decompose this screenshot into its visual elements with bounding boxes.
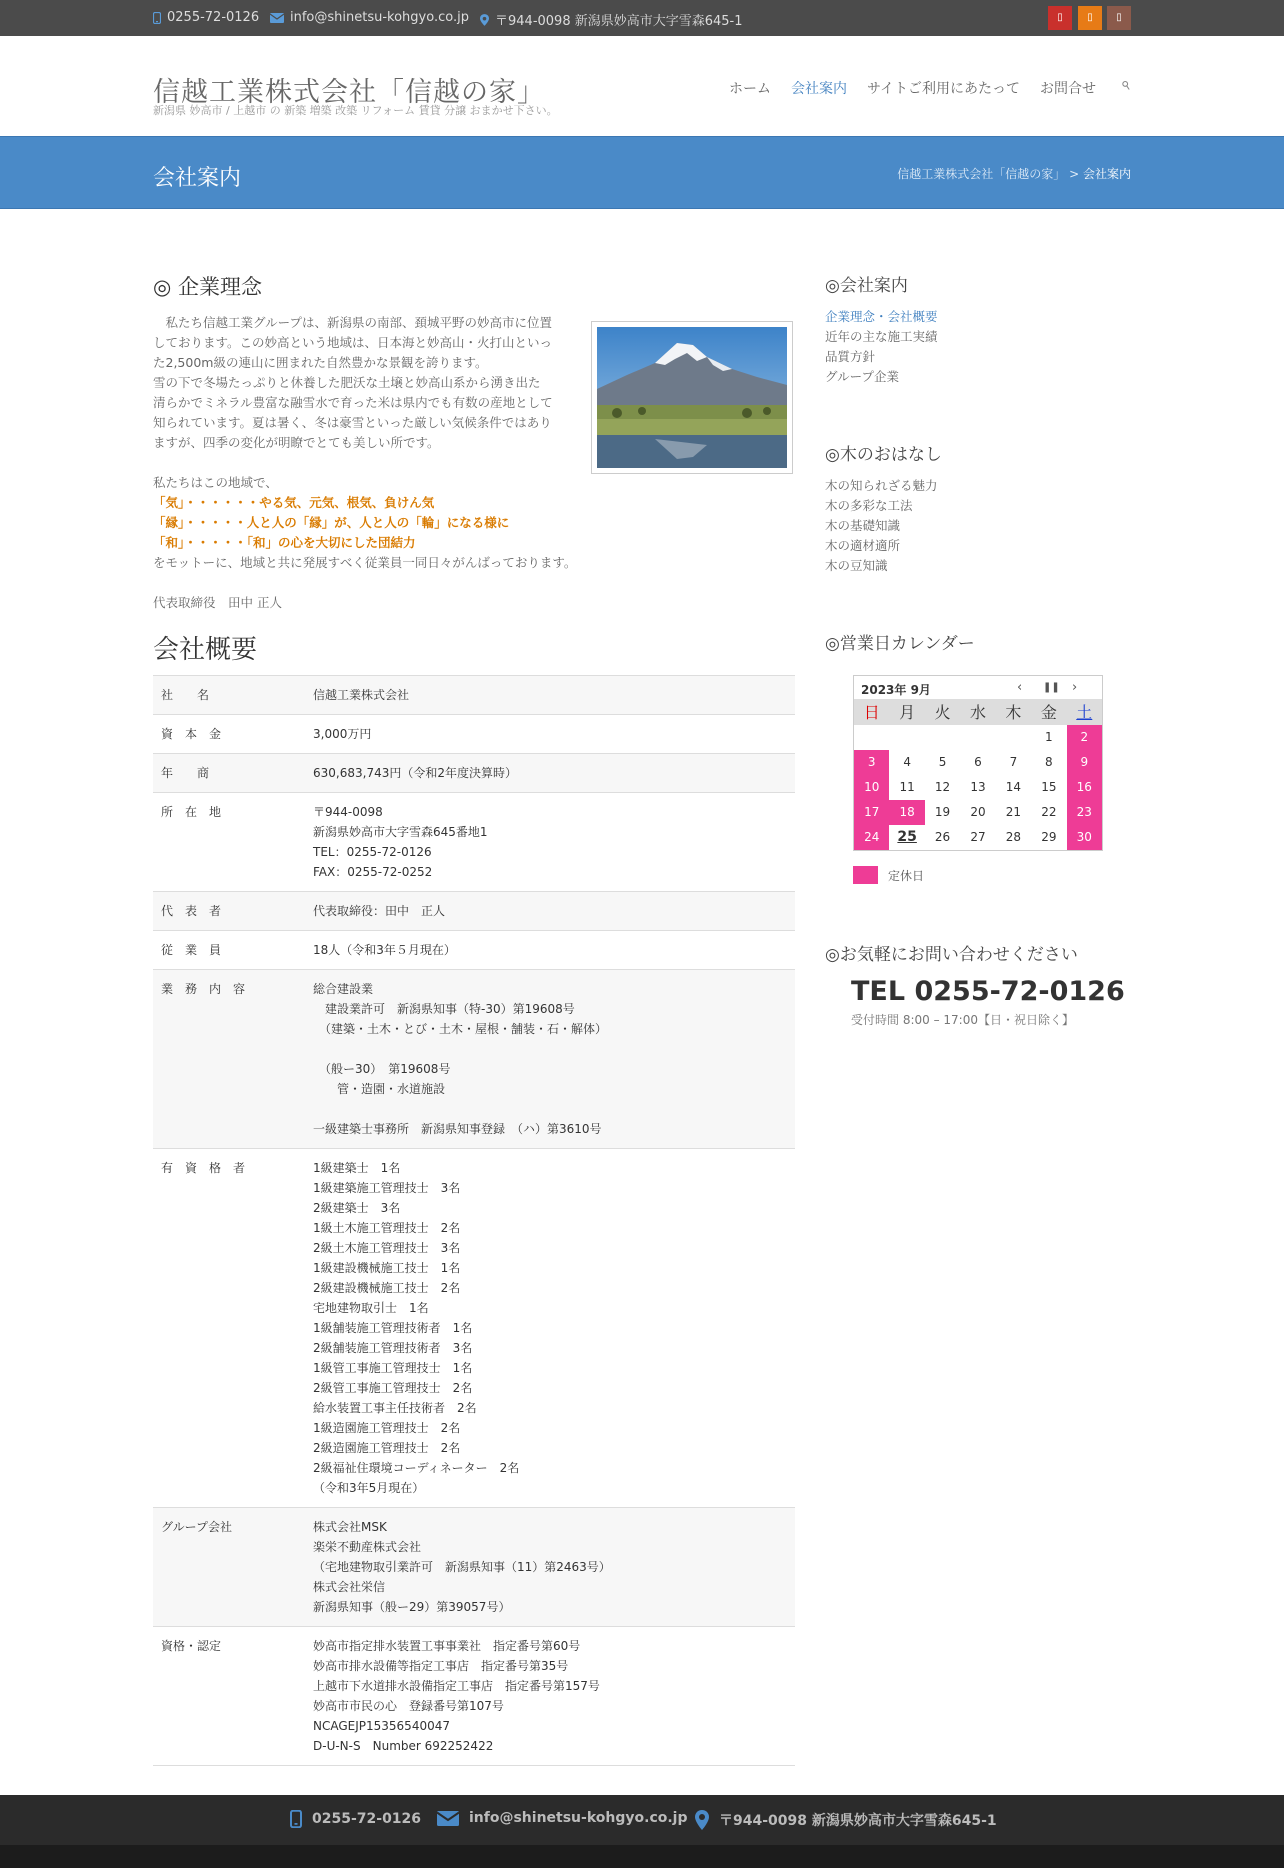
row-key: 所 在 地: [153, 793, 305, 892]
sidebar-company-links: [825, 307, 938, 387]
calendar-day: 19: [934, 805, 951, 819]
row-key: 資格・認定: [153, 1627, 305, 1766]
envelope-icon: [270, 13, 284, 23]
company-overview-table: [153, 675, 795, 1766]
motto-ki: 「気」・・・・・・やる気、元気、根気、負けん気: [153, 495, 435, 510]
table-row: [153, 1149, 795, 1508]
sidebar-item-group[interactable]: グループ企業: [825, 369, 900, 384]
calendar-day: 9: [1067, 750, 1102, 775]
calendar-empty-cell: [889, 725, 924, 750]
row-value: [305, 715, 795, 754]
philosophy-heading: ◎ 企業理念: [153, 275, 262, 299]
table-row: [153, 754, 795, 793]
share-icon[interactable]: ▯: [1107, 6, 1131, 30]
philosophy-line: 知られています。夏は暑く、冬は豪雪といった厳しい気候条件ではあり: [153, 415, 552, 430]
map-marker-icon: [695, 1810, 709, 1830]
table-row: [153, 1508, 795, 1627]
nav-home[interactable]: ホーム: [729, 81, 771, 97]
footer-email[interactable]: [437, 1810, 688, 1826]
sidebar-item-philosophy[interactable]: 企業理念・会社概要: [825, 309, 938, 324]
row-value-text: 630,683,743円（令和2年度決算時）: [313, 766, 517, 780]
row-value-text: 信越工業株式会社: [313, 688, 410, 702]
overview-heading: 会社概要: [153, 635, 258, 665]
sidebar-wood-links: [825, 476, 938, 576]
envelope-icon: [437, 1811, 459, 1826]
table-row: [153, 1627, 795, 1766]
calendar-day: 17: [854, 800, 889, 825]
calendar-day: 16: [1067, 775, 1102, 800]
row-value-text: 妙高市指定排水装置工事事業社 指定番号第60号 妙高市排水設備等指定工事店 指定番号第35号 上越市下水道排水設備指定工事店 指定番号第157号 妙高市市民の心 登録番号第107号 NCAGEJP15356540047 D-U-N-S Number 692252422: [313, 1639, 600, 1753]
row-key: 代 表 者: [153, 892, 305, 931]
chevron-right-icon[interactable]: ›: [1072, 680, 1078, 695]
calendar-empty-cell: [960, 725, 995, 750]
row-value-text: 総合建設業 建設業許可 新潟県知事（特-30）第19608号 （建築・土木・とび・土木・屋根・舗装・石・解体） （般ー30） 第19608号 管・造園・水道施設 一級建築士事務所 新潟県知事登録 （ハ）第3610号: [313, 982, 608, 1136]
weekday-label: 日: [854, 700, 889, 725]
table-row: [153, 931, 795, 970]
calendar-empty-cell: [854, 725, 889, 750]
nav-site-usage[interactable]: サイトご利用にあたって: [867, 81, 1021, 97]
calendar-day: 23: [1067, 800, 1102, 825]
calendar-day: 29: [1041, 830, 1057, 844]
sidebar-wood-heading: ◎木のおはなし: [825, 445, 942, 465]
philosophy-line: しております。この妙高という地域は、日本海と妙高山・火打山といっ: [153, 335, 553, 350]
weekday-label: 火: [925, 700, 960, 725]
philosophy-line: ますが、四季の変化が明瞭でとても美しい所です。: [153, 435, 440, 450]
business-calendar: [853, 675, 1103, 851]
chevron-left-icon[interactable]: ‹: [1017, 680, 1023, 695]
row-value-text: 代表取締役：田中 正人: [313, 904, 446, 918]
breadcrumb-current: 会社案内: [1082, 167, 1131, 181]
calendar-empty-cell: [996, 725, 1031, 750]
site-footer: [0, 1795, 1284, 1868]
calendar-day: 24: [854, 825, 889, 850]
calendar-day: 15: [1041, 780, 1057, 794]
row-key: 従 業 員: [153, 931, 305, 970]
legend-label: 定休日: [888, 868, 925, 883]
footer-email-text: info@shinetsu-kohgyo.co.jp: [469, 1810, 688, 1826]
motto-en: 「縁」・・・・・人と人の「縁」が、人と人の「輪」になる様に: [153, 515, 510, 530]
row-value-text: 株式会社MSK 楽栄不動産株式会社 （宅地建物取引業許可 新潟県知事（11）第2463号） 株式会社栄信 新潟県知事（般ー29）第39057号）: [313, 1520, 611, 1614]
calendar-day: 12: [934, 780, 951, 794]
row-key: 有 資 格 者: [153, 1149, 305, 1508]
row-key: 資 本 金: [153, 715, 305, 754]
youtube-icon[interactable]: ▯: [1048, 6, 1072, 30]
table-row: [153, 892, 795, 931]
contact-tel[interactable]: TEL 0255-72-0126: [851, 976, 1125, 1007]
calendar-day: 25: [897, 829, 917, 845]
topbar-phone[interactable]: [153, 10, 259, 25]
calendar-day: 3: [854, 750, 889, 775]
phone-icon: [153, 12, 161, 24]
sidebar-item-works[interactable]: 近年の主な施工実績: [825, 329, 938, 344]
sidebar-item-wood-trivia[interactable]: 木の豆知識: [825, 558, 888, 573]
row-value: [305, 1149, 795, 1508]
phone-icon: [290, 1810, 302, 1828]
sidebar-item-wood-basics[interactable]: 木の基礎知識: [825, 518, 901, 533]
sidebar-item-wood-charm[interactable]: 木の知られざる魅力: [825, 478, 938, 493]
row-value: [305, 1508, 795, 1627]
calendar-legend: [853, 866, 924, 884]
sidebar-item-wood-placement[interactable]: 木の適材適所: [825, 538, 901, 553]
table-row: [153, 793, 795, 892]
footer-address-text: 〒944-0098 新潟県妙高市大字雪森645-1: [719, 1813, 997, 1829]
contact-hours: 受付時間 8:00 – 17:00【日・祝日除く】: [851, 1013, 1074, 1027]
site-logo[interactable]: 信越工業株式会社「信越の家」: [153, 77, 545, 108]
weekday-label: 水: [960, 700, 995, 725]
weekday-label: 土: [1067, 700, 1102, 725]
philosophy-line: 雪の下で冬場たっぷりと休養した肥沃な土壌と妙高山系から湧き出た: [153, 375, 541, 390]
weekday-label: 木: [996, 700, 1031, 725]
row-value-text: 18人（令和3年５月現在）: [313, 943, 456, 957]
table-row: [153, 970, 795, 1149]
calendar-day: 20: [970, 805, 986, 819]
topbar-address-text: 〒944-0098 新潟県妙高市大字雪森645-1: [495, 14, 743, 29]
calendar-day: 2: [1067, 725, 1102, 750]
sidebar-item-quality[interactable]: 品質方針: [825, 349, 876, 364]
row-key: 社 名: [153, 676, 305, 715]
calendar-day: 11: [899, 780, 915, 794]
calendar-month: 2023年 9月: [861, 683, 931, 697]
breadcrumb-home[interactable]: 信越工業株式会社「信越の家」: [897, 167, 1066, 181]
row-value: [305, 892, 795, 931]
calendar-day: 8: [1045, 755, 1053, 769]
row-key: 年 商: [153, 754, 305, 793]
calendar-empty-cell: [925, 725, 960, 750]
calendar-day: 26: [934, 830, 951, 844]
row-value: [305, 931, 795, 970]
sidebar-contact-heading: ◎お気軽にお問い合わせください: [825, 945, 1078, 965]
footer-phone-text: 0255-72-0126: [312, 1811, 422, 1827]
footer-bottom-strip: [0, 1845, 1284, 1868]
motto-wa: 「和」・・・・・「和」の心を大切にした団結力: [153, 535, 416, 550]
breadcrumb: [897, 165, 1131, 182]
motto-intro: 私たちはこの地域で、: [153, 475, 278, 490]
calendar-day: 13: [970, 780, 986, 794]
calendar-day: 5: [938, 755, 947, 769]
breadcrumb-separator: >: [1065, 167, 1083, 181]
calendar-day: 30: [1067, 825, 1102, 850]
row-value-text: 〒944-0098 新潟県妙高市大字雪森645番地1 TEL：0255-72-0126 FAX：0255-72-0252: [313, 805, 488, 879]
topbar-address: [480, 10, 743, 29]
row-value: [305, 754, 795, 793]
row-value: [305, 970, 795, 1149]
motto-block: [153, 473, 793, 573]
row-value-text: 1級建築士 1名 1級建築施工管理技士 3名 2級建築士 3名 1級土木施工管理技士 2名 2級土木施工管理技士 3名 1級建設機械施工技士 1名 2級建設機械施工技士 2名 宅地建物取引士 1名 1級舗装施工管理技術者 1名 2級舗装施工管理技術者 3名 1級管工事施工管理技士 1名 2級管工事施工管理技士 2名 給水装置工事主任技術者 2名 1級造園施工管理技士 2名 2級造園施工管理技士 2名 2級福祉住環境コーディネーター 2名 （令和3年5月現在）: [313, 1161, 520, 1495]
page-banner: [0, 136, 1284, 209]
mountain-photo: [591, 321, 793, 474]
philosophy-line: 私たち信越工業グループは、新潟県の南部、頚城平野の妙高市に位置: [153, 315, 553, 330]
philosophy-line: 清らかでミネラル豊富な融雪水で育った米は県内でも有数の産地として: [153, 395, 553, 410]
nav-company[interactable]: 会社案内: [791, 81, 847, 97]
topbar-phone-text: 0255-72-0126: [167, 10, 260, 25]
calendar-day: 6: [974, 755, 982, 769]
row-value: [305, 1627, 795, 1766]
calendar-day: 14: [1005, 780, 1022, 794]
row-value: [305, 676, 795, 715]
topbar-email[interactable]: [270, 10, 469, 25]
site-tagline: 新潟県 妙高市 / 上越市 の 新築 増築 改築 リフォーム 賃貸 分譲 おまかせ下さい。: [153, 104, 558, 117]
pause-icon[interactable]: ❚❚: [1043, 682, 1060, 693]
philosophy-line: た2,500m級の連山に囲まれた自然豊かな景観を誇ります。: [153, 355, 488, 370]
footer-address: [695, 1810, 997, 1830]
motto-closing: をモットーに、地域と共に発展すべく従業員一同日々がんばっております。: [153, 555, 577, 570]
calendar-day: 10: [854, 775, 889, 800]
weekday-label: 金: [1031, 700, 1066, 725]
philosophy-paragraph: [153, 313, 583, 453]
site-header: [0, 36, 1284, 136]
rss-icon[interactable]: ▯: [1078, 6, 1102, 30]
search-icon[interactable]: [1122, 80, 1130, 95]
top-bar: [0, 0, 1284, 36]
calendar-day: 1: [1045, 730, 1053, 744]
legend-swatch: [853, 866, 878, 884]
map-marker-icon: [480, 14, 489, 26]
row-value: [305, 793, 795, 892]
calendar-day: 18: [889, 800, 924, 825]
calendar-header: [854, 676, 1102, 700]
sidebar-company-heading: ◎会社案内: [825, 276, 908, 296]
calendar-day: 21: [1005, 805, 1022, 819]
table-row: [153, 676, 795, 715]
calendar-day: 28: [1005, 830, 1022, 844]
row-value-text: 3,000万円: [313, 727, 372, 741]
page-title: 会社案内: [153, 166, 242, 191]
representative-signature: 代表取締役 田中 正人: [153, 595, 282, 610]
calendar-grid: [854, 700, 1102, 850]
topbar-email-text: info@shinetsu-kohgyo.co.jp: [290, 10, 469, 25]
row-key: 業 務 内 容: [153, 970, 305, 1149]
weekday-label: 月: [889, 700, 924, 725]
calendar-day: 22: [1041, 805, 1057, 819]
table-row: [153, 715, 795, 754]
footer-phone[interactable]: [290, 1810, 421, 1828]
calendar-day: 27: [970, 830, 986, 844]
sidebar-item-wood-methods[interactable]: 木の多彩な工法: [825, 498, 913, 513]
sidebar-calendar-heading: ◎営業日カレンダー: [825, 634, 975, 654]
row-key: グループ会社: [153, 1508, 305, 1627]
nav-contact[interactable]: お問合せ: [1040, 81, 1096, 97]
calendar-day: 7: [1009, 755, 1018, 769]
calendar-day: 4: [903, 755, 911, 769]
